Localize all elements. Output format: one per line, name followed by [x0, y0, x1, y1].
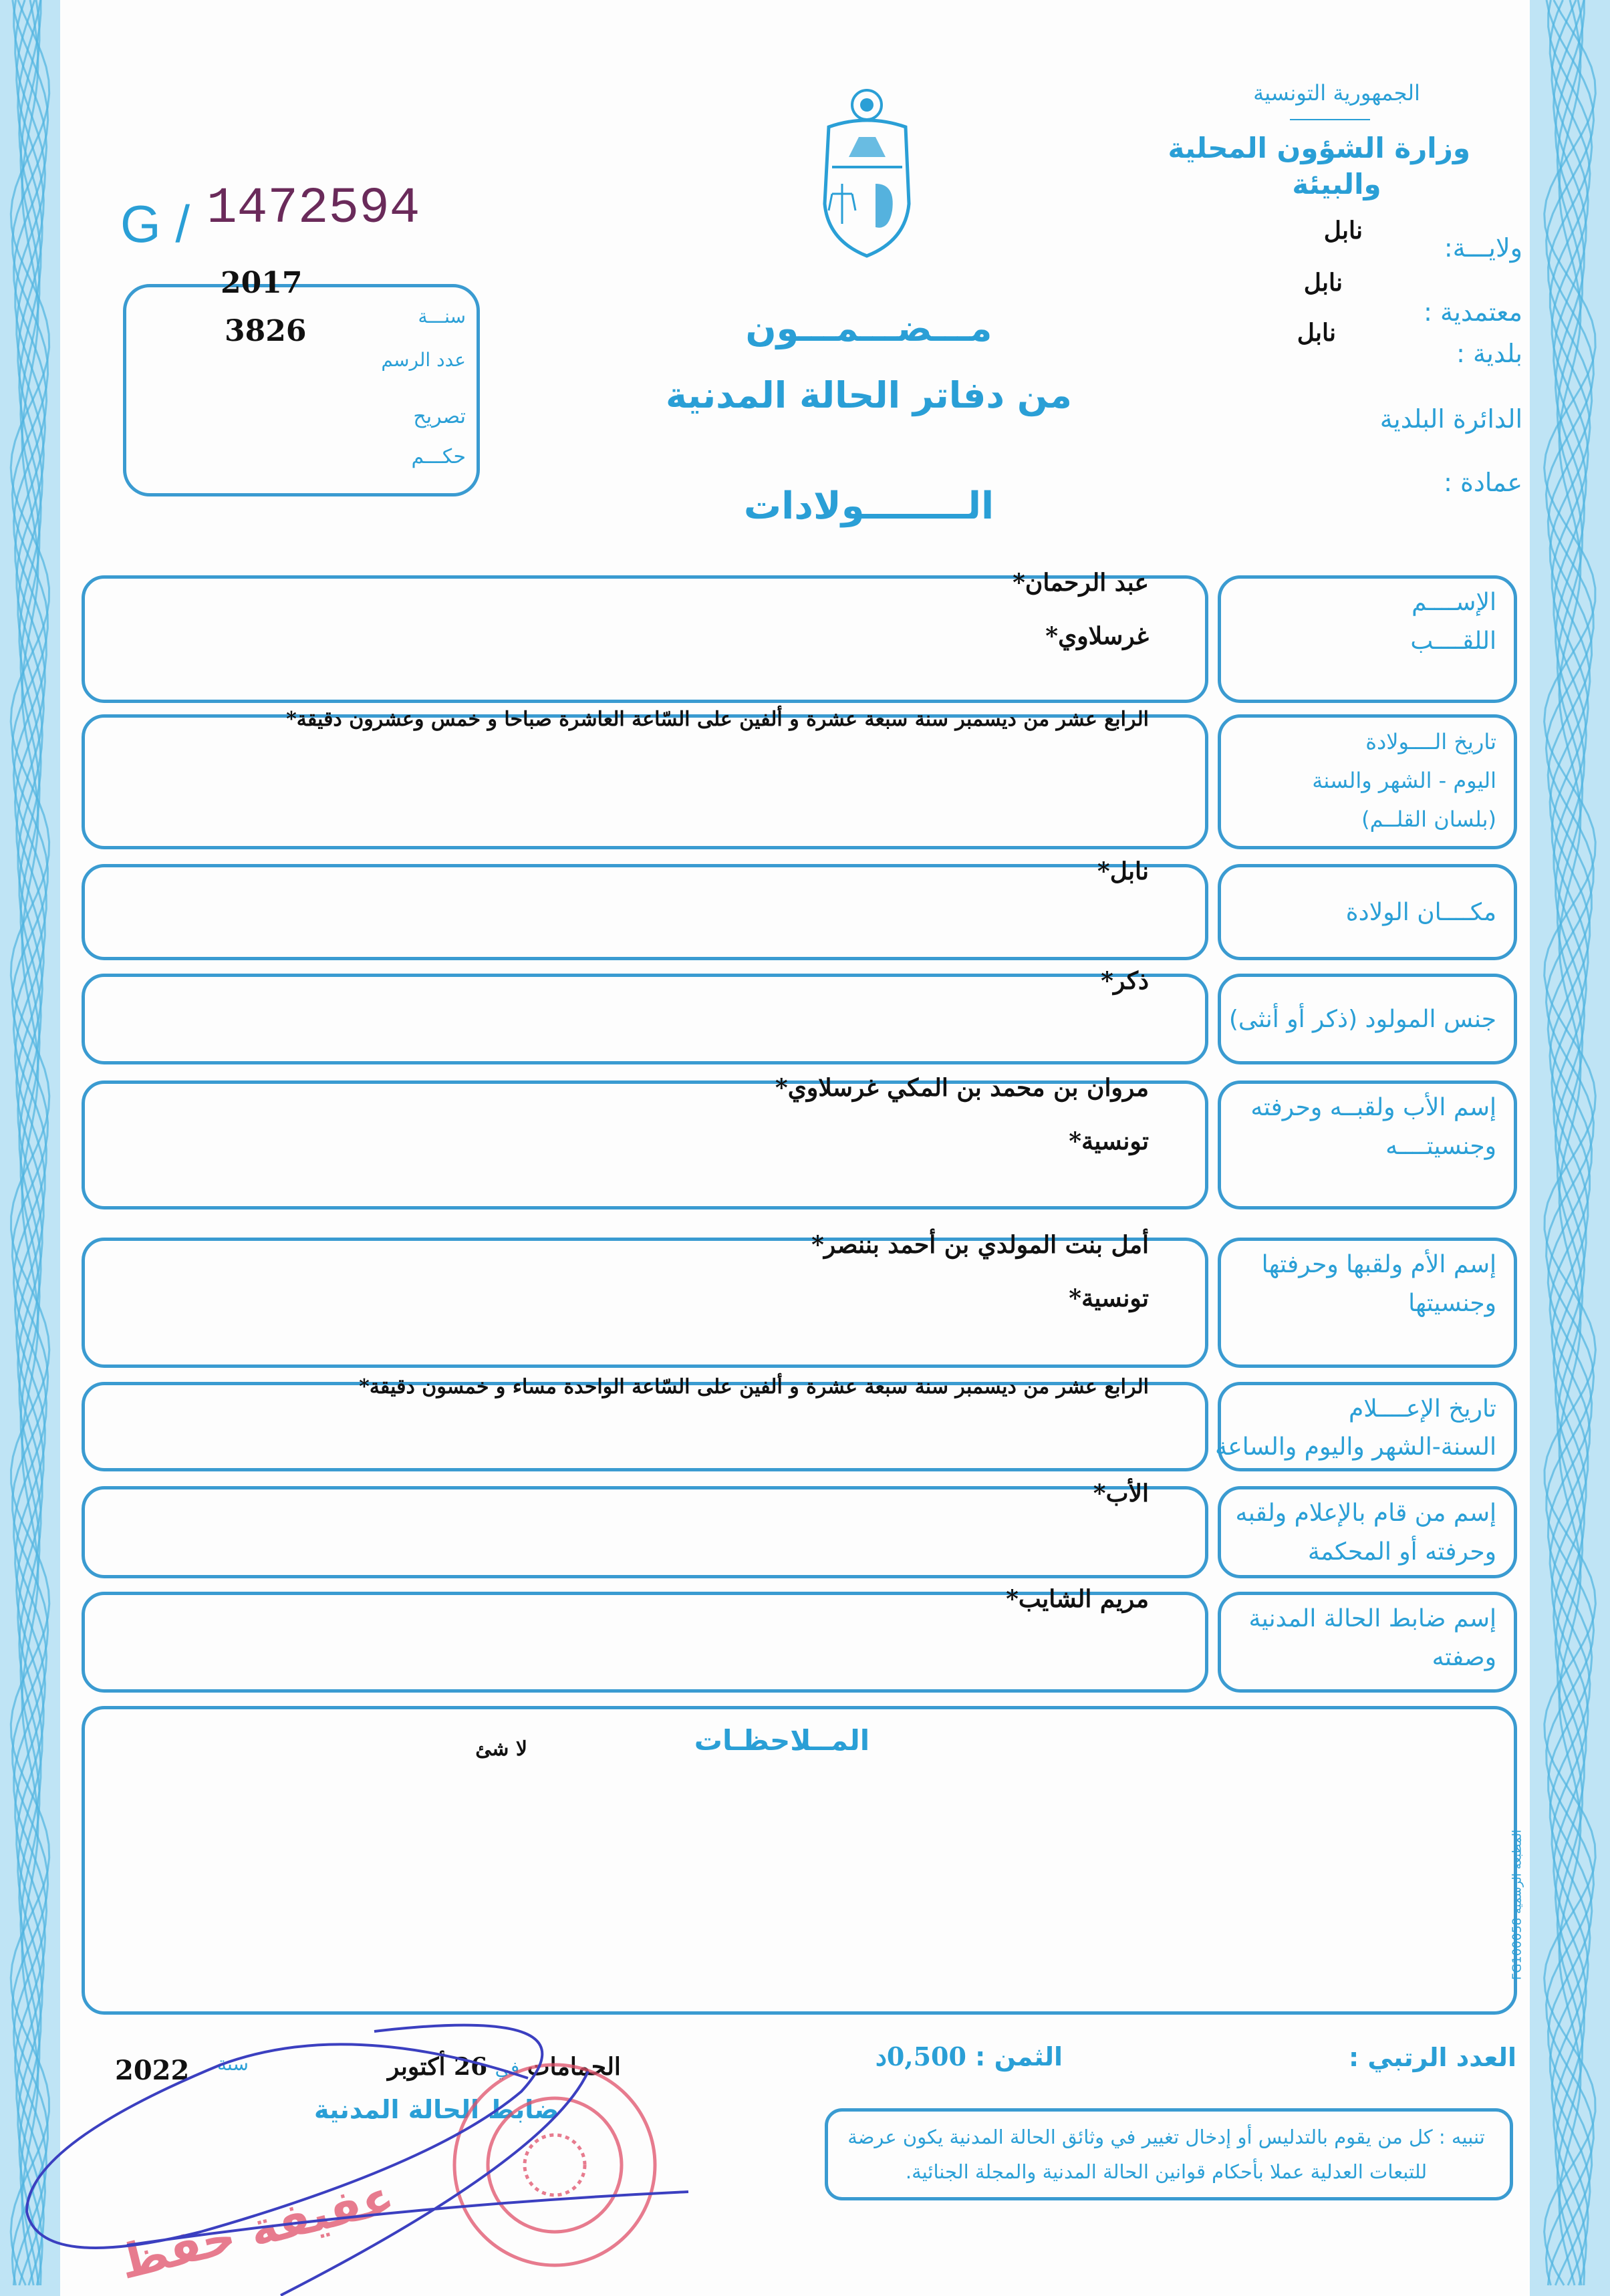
stamp-outer-ring — [454, 2065, 655, 2265]
footer-year-label: سنة — [217, 2053, 249, 2075]
printer-mark: المطبعة الرسمية FG100058 — [1510, 1830, 1524, 1980]
record-year-value: 2017 — [221, 266, 303, 300]
field-label: اللقــــب — [1410, 627, 1496, 655]
remarks-title: المــلاحظـات — [694, 1724, 870, 1757]
field-label: وجنسيتــــه — [1385, 1133, 1496, 1160]
field-value-box — [82, 714, 1208, 849]
field-label: إسم ضابط الحالة المدنية — [1248, 1605, 1496, 1632]
title-births: الــــــــولادات — [743, 484, 994, 528]
field-value: الأب* — [1093, 1479, 1149, 1508]
official-stamp — [0, 1991, 735, 2296]
serial-order-label: العدد الرتبي : — [1348, 2043, 1516, 2072]
field-label: وحرفته أو المحكمة — [1307, 1538, 1496, 1566]
governorate-value: نابل — [1323, 217, 1363, 245]
price — [876, 2041, 1063, 2071]
security-border-right — [1530, 0, 1610, 2296]
field-value: تونسية* — [1069, 1127, 1149, 1155]
field-value-box — [82, 864, 1208, 960]
imada-label: عمادة : — [1444, 468, 1522, 497]
field-label: وصفته — [1432, 1644, 1496, 1671]
tunisia-coat-of-arms-icon — [809, 84, 926, 261]
remarks-value: لا شئ — [475, 1737, 527, 1761]
field-value-box — [82, 1486, 1208, 1578]
field-value: غرسلاوي* — [1045, 622, 1149, 650]
civil-officer-label: ضابط الحالة المدنية — [314, 2095, 559, 2124]
judgment-label: حكـــم — [411, 445, 466, 468]
municipal-district-label: الدائرة البلدية — [1379, 404, 1522, 434]
field-value: الرابع عشر من ديسمبر سنة سبعة عشرة و ألفين على السّاعة العاشرة صباحا و خمس وعشرون دقيقة* — [286, 708, 1149, 731]
field-label: وجنسيتها — [1408, 1290, 1496, 1317]
field-value-box — [82, 974, 1208, 1064]
field-label: تاريخ الإعــــلام — [1348, 1395, 1496, 1423]
field-label: الإســــم — [1412, 589, 1496, 616]
field-value: أمل بنت المولدي بن أحمد بننصر* — [811, 1231, 1149, 1259]
field-value: تونسية* — [1069, 1284, 1149, 1312]
title-civil-registers: من دفاتر الحالة المدنية — [666, 374, 1072, 416]
price-value: 0,500د — [876, 2041, 966, 2071]
serial-value: 1472594 — [207, 180, 420, 237]
municipality-value: نابل — [1297, 319, 1336, 347]
footer-year-value: 2022 — [115, 2055, 190, 2086]
title-summary: مـــضـــمـــون — [745, 307, 992, 349]
footer-date: 26 أكتوبر — [388, 2053, 488, 2081]
republic-name: الجمهورية التونسية — [1253, 80, 1420, 106]
field-value: ذكر* — [1101, 967, 1149, 995]
ministry-name-line2: والبيئة — [1292, 168, 1381, 200]
stamp-official-name: عفيفة حفظ — [114, 2169, 400, 2291]
field-value: نابل* — [1097, 857, 1149, 885]
field-label: جنس المولود (ذكر أو أنثى) — [1228, 1006, 1496, 1033]
field-label: مكــــان الولادة — [1345, 899, 1496, 926]
governorate-label: ولايـــة: — [1444, 233, 1522, 263]
municipality-label: بلدية : — [1456, 339, 1522, 368]
legal-notice: تنبيه : كل من يقوم بالتدليس أو إدخال تغيير في وثائق الحالة المدنية يكون عرضة للتبعات العدلية عملا بأحكام قوانين الحالة المدنية والمجلة الجنائية. — [847, 2126, 1485, 2183]
field-value: مريم الشايب* — [1006, 1585, 1149, 1613]
footer-place: الحمامات — [527, 2053, 621, 2081]
field-label: إسم الأب ولقبــه وحرفته — [1250, 1094, 1496, 1121]
field-label: (بلسان القلــم) — [1361, 807, 1496, 832]
field-label: إسم الأم ولقبها وحرفتها — [1261, 1251, 1496, 1278]
field-label: تاريخ الــــولادة — [1365, 729, 1496, 754]
price-label: الثمن : — [975, 2042, 1063, 2071]
field-value: مروان بن محمد بن المكي غرسلاوي* — [775, 1074, 1149, 1102]
delegation-label: معتمدية : — [1424, 297, 1522, 327]
field-value: عبد الرحمان* — [1013, 569, 1149, 597]
record-year-label: سنـــة — [418, 305, 466, 327]
security-border-left — [0, 0, 60, 2296]
serial-prefix: G / — [120, 194, 190, 253]
record-number-label: عدد الرسم — [381, 349, 466, 371]
ministry-name-line1: وزارة الشؤون المحلية — [1168, 132, 1470, 164]
record-number-value: 3826 — [225, 314, 307, 348]
declaration-label: تصريح — [413, 405, 466, 428]
field-label: السنة-الشهر واليوم والساعة — [1215, 1433, 1496, 1461]
serial-number — [120, 180, 420, 257]
footer-in-label: في — [495, 2057, 520, 2079]
delegation-value: نابل — [1303, 269, 1343, 297]
field-label: اليوم - الشهر والسنة — [1312, 768, 1496, 793]
header-divider — [1290, 119, 1370, 120]
field-value: الرابع عشر من ديسمبر سنة سبعة عشرة و ألفين على السّاعة الواحدة مساء و خمسون دقيقة* — [359, 1375, 1149, 1399]
field-label: إسم من قام بالإعلام ولقبه — [1235, 1499, 1496, 1527]
